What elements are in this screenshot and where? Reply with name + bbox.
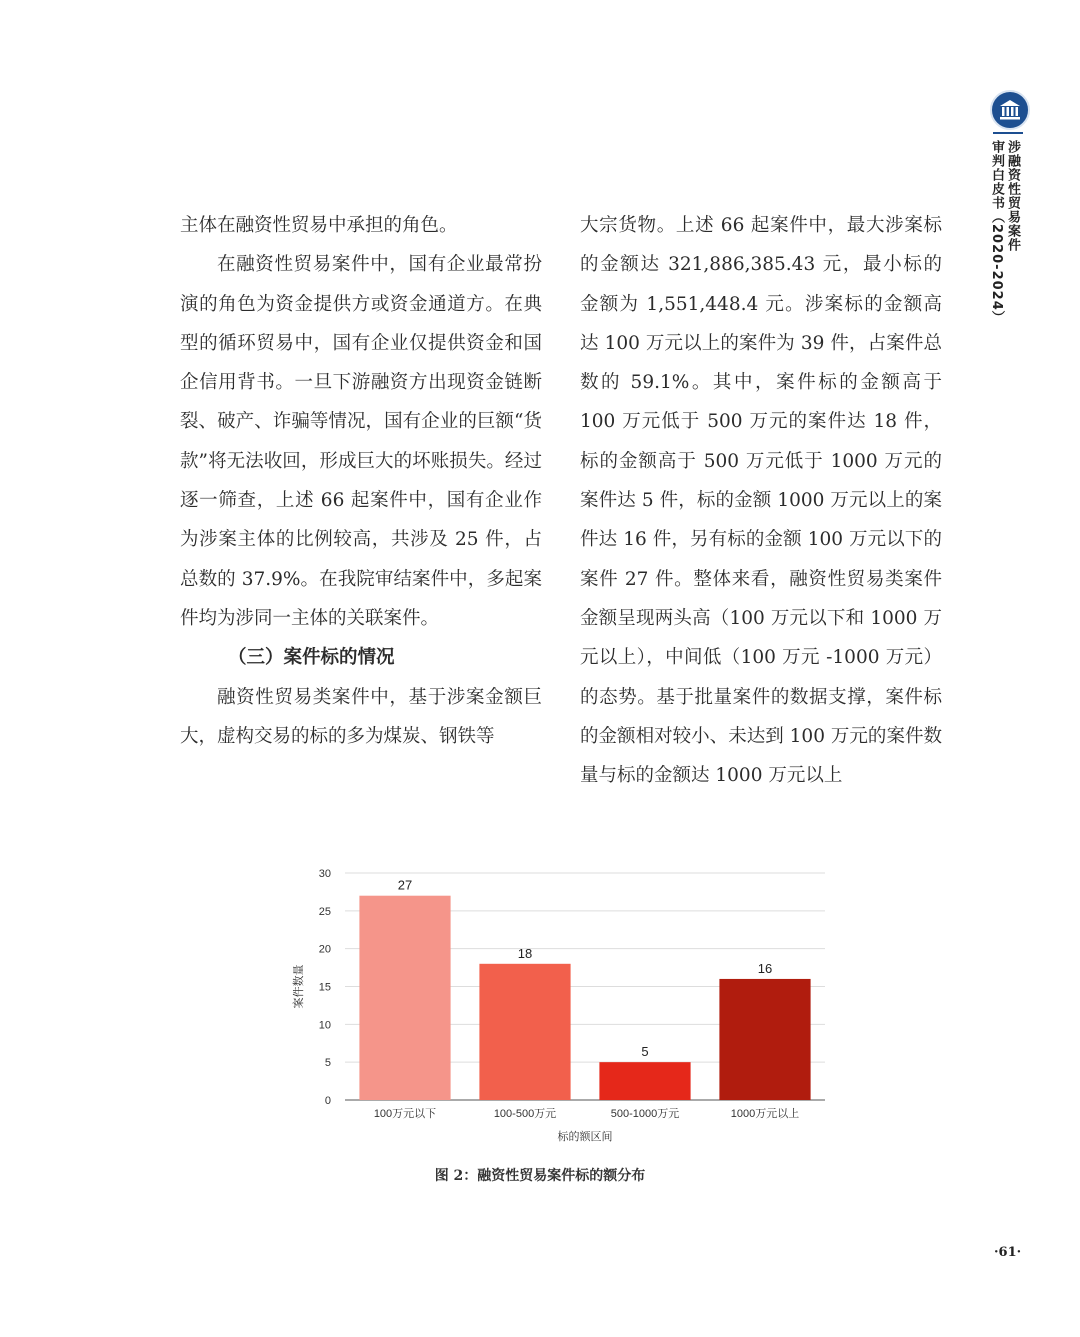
y-tick-label: 25	[318, 905, 331, 918]
emblem-divider	[993, 132, 1023, 134]
bar	[599, 1062, 690, 1100]
running-title-line1: 涉融资性贸易案件	[1005, 140, 1020, 252]
section-heading: （三）案件标的情况	[228, 647, 395, 669]
y-tick-label: 30	[318, 868, 331, 880]
y-tick-label: 5	[324, 1057, 331, 1070]
paragraph: 融资性贸易类案件中，基于涉案金额巨大，虚构交易的标的多为煤炭、钢铁等	[180, 686, 542, 747]
x-tick-label: 1000万元以上	[730, 1108, 800, 1120]
y-tick-label: 10	[318, 1019, 331, 1032]
bar	[359, 896, 450, 1100]
y-axis-title: 案件数量	[293, 964, 305, 1009]
data-label: 16	[757, 960, 773, 976]
x-tick-label: 100-500万元	[493, 1108, 557, 1120]
data-label: 18	[517, 945, 533, 961]
y-tick-label: 20	[318, 943, 331, 956]
y-tick-label: 0	[324, 1095, 331, 1107]
data-label: 5	[641, 1044, 649, 1060]
figure-caption: 图 2：融资性贸易案件标的额分布	[434, 1168, 646, 1184]
page-number: ·61·	[994, 1245, 1022, 1260]
bar	[479, 964, 570, 1100]
right-text-column	[580, 206, 942, 795]
x-tick-label: 100万元以下	[373, 1108, 437, 1120]
paragraph: 在融资性贸易案件中，国有企业最常扮演的角色为资金提供方或资金通道方。在典型的循环贸易中，国有企业仅提供资金和国企信用背书。一旦下游融资方出现资金链断裂、破产、诈骗等情况，国有企业的巨额“货款”将无法收回，形成巨大的坏账损失。经过逐一筛查，上述 66 起案件中，国有企业作为涉案主体的比例较高，共涉及 25 件，占总数的 37.9%。在我院审结案件中，多起案件均为涉同一主体的关联案件。	[180, 254, 542, 629]
data-label: 27	[397, 877, 413, 893]
court-emblem-icon	[990, 90, 1030, 130]
x-tick-label: 500-1000万元	[610, 1108, 680, 1120]
paragraph: 大宗货物。上述 66 起案件中，最大涉案标的金额达 321,886,385.43 元，最小标的金额为 1,551,448.4 元。涉案标的金额高达 100 万元以上的案件为 39 件，占案件总数的 59.1%。其中，案件标的金额高于 100 万元低于 500 万元的案件达 18 件，标的金额高于 500 万元低于 1000 万元的案件达 5 件，标的金额 1000 万元以上的案件达 16 件，另有标的金额 100 万元以下的案件 27 件。整体来看，融资性贸易类案件金额呈现两头高（100 万元以下和 1000 万元以上），中间低（100 万元 -1000 万元）的态势。基于批量案件的数据支撑，案件标的金额相对较小、未达到 100 万元的案件数量与标的金额达 1000 万元以上	[580, 215, 942, 787]
bar-chart	[290, 860, 840, 1150]
y-tick-label: 15	[318, 981, 331, 994]
running-title-line2: 审判白皮书（2020-2024）	[989, 140, 1004, 325]
left-text-column	[180, 206, 542, 756]
bar	[719, 979, 810, 1100]
x-axis-title: 标的额区间	[557, 1131, 613, 1143]
paragraph: 主体在融资性贸易中承担的角色。	[180, 215, 458, 236]
